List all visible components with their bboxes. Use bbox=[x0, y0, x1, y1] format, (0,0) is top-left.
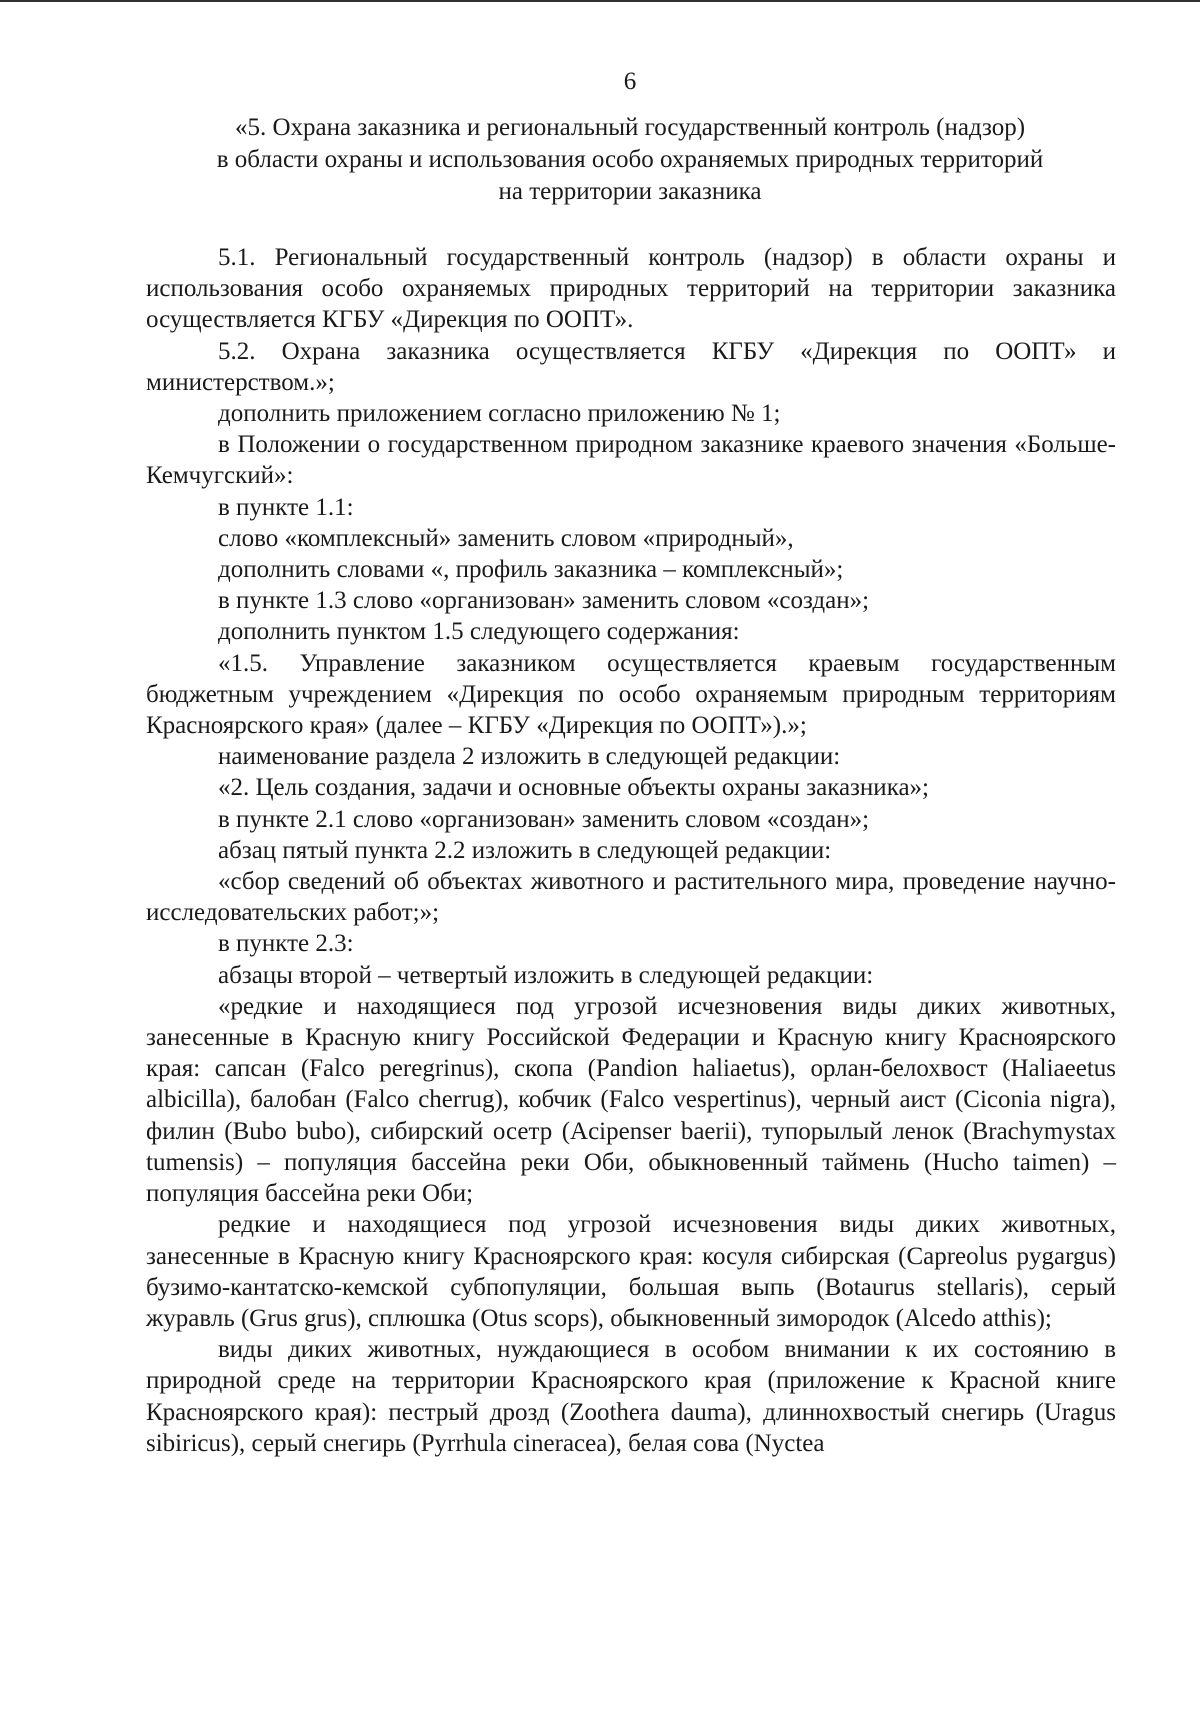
section-title-line: в области охраны и использования особо охраняемых природных территорий bbox=[216, 146, 1044, 173]
page-number: 6 bbox=[623, 68, 637, 95]
paragraph: абзацы второй – четвертый изложить в следующей редакции: bbox=[218, 961, 874, 989]
paragraph-5-2: 5.2. Охрана заказника осуществляется КГБУ «Дирекция по ООПТ» и министерством.»; bbox=[146, 337, 1116, 396]
paragraph: в пункте 1.3 слово «организован» заменить словом «создан»; bbox=[218, 587, 870, 615]
paragraph: наименование раздела 2 изложить в следующей редакции: bbox=[218, 743, 841, 771]
paragraph: в Положении о государственном природном заказнике краевого значения «Больше-Кемчугский»: bbox=[146, 431, 1116, 490]
paragraph: «редкие и находящиеся под угрозой исчезновения виды диких животных, занесенные в Красную книгу Российской Федерации и Красную книгу Красноярского края: сапсан (Falco peregrinus), скопа (Pandion haliaetus), орлан-белохвост (Haliaeetus albicilla), балобан (Falco cherrug), кобчик (Falco vespertinus), черный аист (Ciconia nigra), филин (Bubo bubo), сибирский осетр (Acipenser baerii), тупорылый ленок (Brachymystax tumensis) – популяция бассейна реки Оби, обыкновенный таймень (Hucho taimen) – популяция бассейна реки Оби; bbox=[146, 992, 1116, 1208]
paragraph: «сбор сведений об объектах животного и растительного мира, проведение научно-исследовательских работ;»; bbox=[146, 868, 1116, 927]
paragraph: в пункте 2.3: bbox=[218, 930, 354, 958]
paragraph: редкие и находящиеся под угрозой исчезновения виды диких животных, занесенные в Красную книгу Красноярского края: косуля сибирская (Capreolus pygargus) бузимо-кантатско-кемской субпопуляции, большая выпь (Botaurus stellaris), серый журавль (Grus grus), сплюшка (Otus scops), обыкновенный зимородок (Alcedo atthis); bbox=[146, 1211, 1116, 1332]
page-top-edge bbox=[0, 0, 1200, 2]
paragraph: дополнить словами «, профиль заказника – комплексный»; bbox=[218, 556, 844, 584]
paragraph: дополнить приложением согласно приложению № 1; bbox=[218, 400, 781, 428]
document-body bbox=[146, 242, 1116, 1459]
section-title bbox=[140, 112, 1120, 208]
paragraph: виды диких животных, нуждающиеся в особом внимании к их состоянию в природной среде на территории Красноярского края (приложение к Красной книге Красноярского края): пестрый дрозд (Zoothera dauma), длиннохвостый снегирь (Uragus sibiricus), серый снегирь (Pyrrhula cineracea), белая сова (Nyctea bbox=[146, 1336, 1116, 1457]
paragraph: в пункте 1.1: bbox=[218, 493, 354, 521]
section-title-line: «5. Охрана заказника и региональный государственный контроль (надзор) bbox=[234, 114, 1026, 141]
paragraph-5-1: 5.1. Региональный государственный контроль (надзор) в области охраны и использования особо охраняемых природных территорий на территории заказника осуществляется КГБУ «Дирекция по ООПТ». bbox=[146, 244, 1116, 334]
paragraph: «1.5. Управление заказником осуществляется краевым государственным бюджетным учреждением «Дирекция по особо охраняемым природным территориям Красноярского края» (далее – КГБУ «Дирекция по ООПТ»).»; bbox=[146, 649, 1116, 740]
paragraph: слово «комплексный» заменить словом «природный», bbox=[218, 524, 794, 552]
paragraph: «2. Цель создания, задачи и основные объекты охраны заказника»; bbox=[218, 774, 929, 802]
paragraph: абзац пятый пункта 2.2 изложить в следующей редакции: bbox=[218, 836, 832, 864]
paragraph: в пункте 2.1 слово «организован» заменить словом «создан»; bbox=[218, 805, 870, 833]
paragraph: дополнить пунктом 1.5 следующего содержания: bbox=[218, 618, 740, 646]
section-title-line: на территории заказника bbox=[498, 178, 762, 205]
